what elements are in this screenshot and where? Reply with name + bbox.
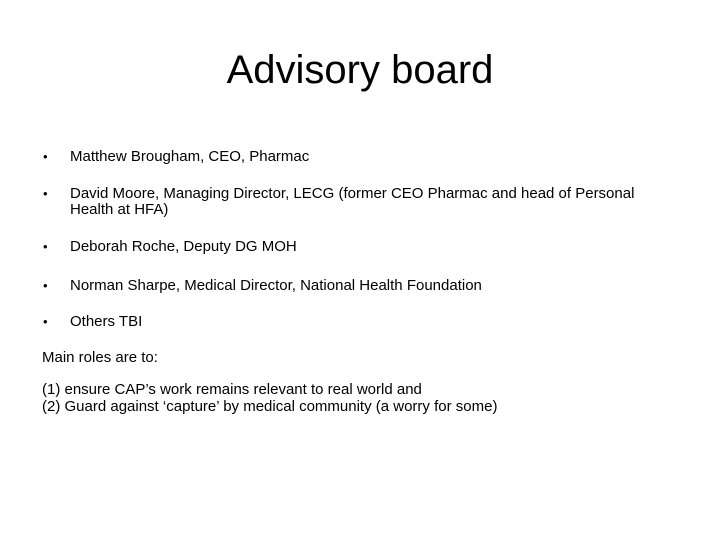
roles-heading: Main roles are to: <box>42 349 158 366</box>
advisor-text: David Moore, Managing Director, LECG (former CEO Pharmac and head of Personal Health at HFA) <box>70 185 635 218</box>
advisor-text: Deborah Roche, Deputy DG MOH <box>70 238 297 255</box>
bullet-icon: • <box>43 314 48 329</box>
role-item: (1) ensure CAP’s work remains relevant to real world and <box>42 381 422 398</box>
bullet-icon: • <box>43 239 48 254</box>
slide-title: Advisory board <box>226 48 494 92</box>
bullet-icon: • <box>43 149 48 164</box>
advisor-text: Matthew Brougham, CEO, Pharmac <box>70 148 310 165</box>
role-item: (2) Guard against ‘capture’ by medical community (a worry for some) <box>42 398 498 415</box>
advisor-text: Norman Sharpe, Medical Director, National Health Foundation <box>70 277 482 294</box>
roles-section <box>42 349 682 415</box>
advisor-text: Others TBI <box>70 313 143 330</box>
bullet-icon: • <box>43 186 48 201</box>
bullet-icon: • <box>43 278 48 293</box>
